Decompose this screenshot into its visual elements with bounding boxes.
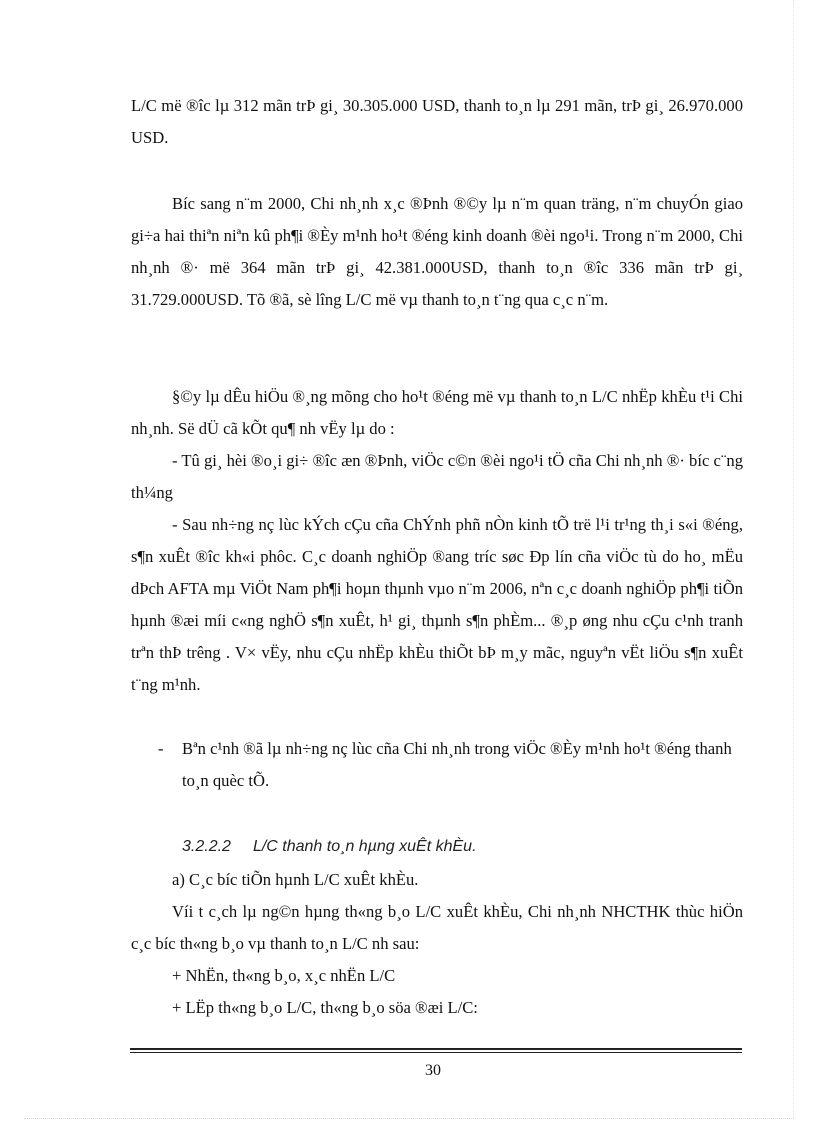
- paragraph-export-steps-title: a) C¸c bíc tiÕn hµnh L/C xuÊt khÈu.: [172, 870, 419, 889]
- paragraph-reason-exchange-rate: - Tû gi¸ hèi ®o¸i gi÷ ®îc æn ®Þnh, viÖc c©n ®èi ngo¹i tÖ cña Chi nh¸nh ®· bíc c¨ng th¼ng: [131, 451, 743, 502]
- paragraph-reason-branch-effort: [158, 733, 743, 797]
- page-border-bottom: [24, 1118, 794, 1119]
- bullet-text: Bªn c¹nh ®ã lµ nh÷ng nç lùc cña Chi nh¸nh trong viÖc ®Èy m¹nh ho¹t ®éng thanh to¸n quèc tÕ.: [182, 739, 732, 790]
- section-title: L/C thanh to¸n hµng xuÊt khÈu.: [252, 838, 477, 855]
- section-heading: [182, 833, 477, 861]
- list-item-create-notice: + LËp th«ng b¸o L/C, th«ng b¸o söa ®æi L/C:: [172, 998, 478, 1017]
- footer-rule-thin: [130, 1052, 742, 1053]
- paragraph-positive-signal: §©y lµ dÊu hiÖu ®¸ng mõng cho ho¹t ®éng më vµ thanh to¸n L/C nhËp khÈu t¹i Chi nh¸nh. Së dÜ cã kÕt qu¶ nh vËy lµ do :: [131, 387, 743, 438]
- bullet-dash: -: [158, 739, 164, 758]
- section-number: 3.2.2.2: [182, 838, 231, 855]
- page-number: 30: [425, 1062, 441, 1079]
- paragraph-reason-stimulus: - Sau nh÷ng nç lùc kÝch cÇu cña ChÝnh phñ nÒn kinh tÕ trë l¹i tr¹ng th¸i s«i ®éng, s¶n xuÊt ®îc kh«i phôc. C¸c doanh nghiÖp ®ang tríc søc Ðp lín cña viÖc tù do ho¸ mËu dÞch AFTA mµ ViÖt Nam ph¶i hoµn thµnh vµo n¨m 2006, nªn c¸c doanh nghiÖp ph¶i tiÕn hµnh ®æi míi c«ng nghÖ s¶n xuÊt, h¹ gi¸ thµnh s¶n phÈm... ®¸p øng nhu cÇu c¹nh tranh trªn thÞ trêng . V× vËy, nhu cÇu nhËp khÈu thiÕt bÞ m¸y mãc, nguyªn vËt liÖu s¶n xuÊt t¨ng m¹nh.: [131, 515, 743, 694]
- list-item-receive-lc: + NhËn, th«ng b¸o, x¸c nhËn L/C: [172, 966, 396, 985]
- paragraph-year-2000: Bíc sang n¨m 2000, Chi nh¸nh x¸c ®Þnh ®©y lµ n¨m quan träng, n¨m chuyÓn giao gi÷a hai thiªn niªn kû ph¶i ®Èy m¹nh ho¹t ®éng kinh doanh ®èi ngo¹i. Trong n¨m 2000, Chi nh¸nh ®· më 364 mãn trÞ gi¸ 42.381.000USD, thanh to¸n ®îc 336 mãn trÞ gi¸ 31.729.000USD. Tõ ®ã, sè lîng L/C më vµ thanh to¸n t¨ng qua c¸c n¨m.: [131, 194, 743, 309]
- page-border-right: [793, 0, 794, 1118]
- paragraph-lc-opened-1999: L/C më ®îc lµ 312 mãn trÞ gi¸ 30.305.000 USD, thanh to¸n lµ 291 mãn, trÞ gi¸ 26.970.000 USD.: [131, 96, 743, 147]
- paragraph-advising-bank: Víi t c¸ch lµ ng©n hµng th«ng b¸o L/C xuÊt khÈu, Chi nh¸nh NHCTHK thùc hiÖn c¸c bíc th«ng b¸o vµ thanh to¸n L/C nh sau:: [131, 902, 743, 953]
- footer-rule-thick: [130, 1048, 742, 1050]
